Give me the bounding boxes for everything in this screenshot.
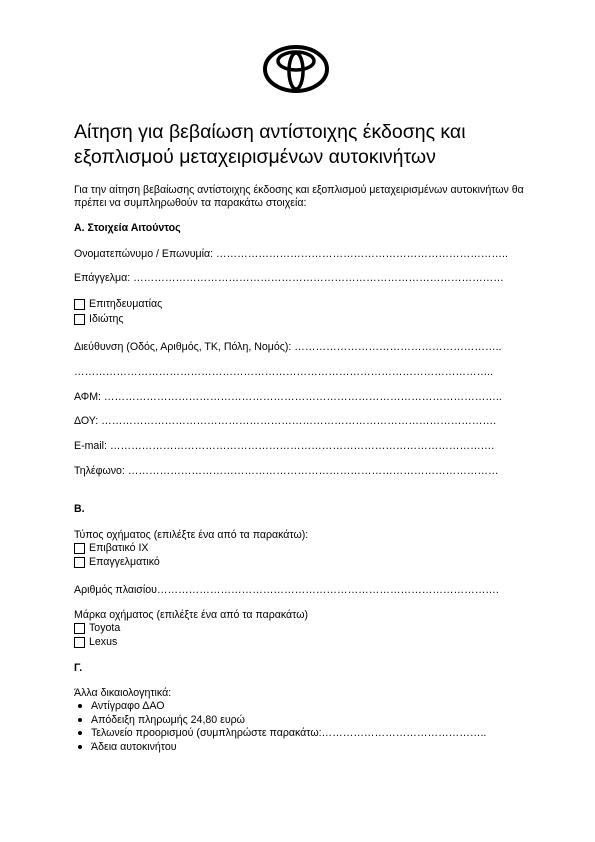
checkbox-label: Επιβατικό ΙΧ: [89, 542, 149, 554]
list-item: Απόδειξη πληρωμής 24,80 ευρώ: [74, 714, 486, 728]
checkbox-professional[interactable]: [74, 298, 162, 311]
address-field[interactable]: Διεύθυνση (Οδός, Αριθμός, ΤΚ, Πόλη, Νομός): …………………………………………………..: [74, 341, 502, 353]
checkbox-icon[interactable]: [74, 623, 85, 634]
checkbox-icon[interactable]: [74, 314, 85, 325]
checkbox-label: Lexus: [89, 636, 118, 648]
docs-list: [74, 700, 486, 754]
intro-text: Για την αίτηση βεβαίωσης αντίστοιχης έκδοσης και εξοπλισμού μεταχειρισμένων αυτοκινήτων θα πρέπει να συμπληρωθούν τα παρακάτω στοιχεία:: [74, 184, 524, 209]
afm-field[interactable]: ΑΦΜ: …………………………………………………………………………………………………..: [74, 391, 502, 403]
brand-label: Μάρκα οχήματος (επιλέξτε ένα από τα παρακάτω): [74, 609, 309, 621]
email-field[interactable]: E-mail: ……………………………………………………………………………………………….: [74, 440, 495, 452]
page-title: Αίτηση για βεβαίωση αντίστοιχης έκδοσης και εξοπλισμού μεταχειρισμένων αυτοκινήτων: [74, 121, 466, 168]
profession-field[interactable]: Επάγγελμα: ……………………………………………………………………………………………: [74, 272, 504, 284]
checkbox-passenger[interactable]: [74, 542, 149, 555]
section-b-heading: Β.: [74, 503, 85, 515]
checkbox-individual[interactable]: [74, 313, 124, 326]
checkbox-label: Toyota: [89, 622, 121, 634]
checkbox-icon[interactable]: [74, 543, 85, 554]
section-a-heading: Α. Στοιχεία Αιτούντος: [74, 222, 181, 234]
name-field[interactable]: Ονοματεπώνυμο / Επωνυμία: ………………………………………………………………………..: [74, 248, 508, 260]
chassis-field[interactable]: Αριθμός πλαισίου…………………………………………………………………………………….: [74, 584, 499, 596]
checkbox-lexus[interactable]: [74, 636, 117, 649]
checkbox-icon[interactable]: [74, 637, 85, 648]
list-item: Άδεια αυτοκινήτου: [74, 741, 486, 755]
checkbox-label: Ιδιώτης: [89, 313, 124, 325]
toyota-logo: [263, 44, 329, 94]
doy-field[interactable]: ΔΟΥ: ………………………………………………………………………………………………….: [74, 415, 497, 427]
vehicle-type-label: Τύπος οχήματος (επιλέξτε ένα από τα παρακάτω):: [74, 529, 309, 541]
checkbox-commercial[interactable]: [74, 556, 160, 569]
checkbox-label: Επιτηδευματίας: [89, 298, 163, 310]
section-c-heading: Γ.: [74, 662, 83, 674]
checkbox-icon[interactable]: [74, 299, 85, 310]
list-item: Τελωνείο προορισμού (συμπληρώστε παρακάτω:………………………………………..: [74, 727, 486, 741]
checkbox-label: Επαγγελματικό: [89, 556, 160, 568]
docs-label: Άλλα δικαιολογητικά:: [74, 687, 172, 699]
checkbox-icon[interactable]: [74, 557, 85, 568]
phone-field[interactable]: Τηλέφωνο: ……………………………………………………………………………………………: [74, 465, 499, 477]
address-line-2[interactable]: ………………………………………………………………………………………………………..: [74, 366, 494, 378]
list-item: Αντίγραφο ΔΑΟ: [74, 700, 486, 714]
checkbox-toyota[interactable]: [74, 622, 120, 635]
